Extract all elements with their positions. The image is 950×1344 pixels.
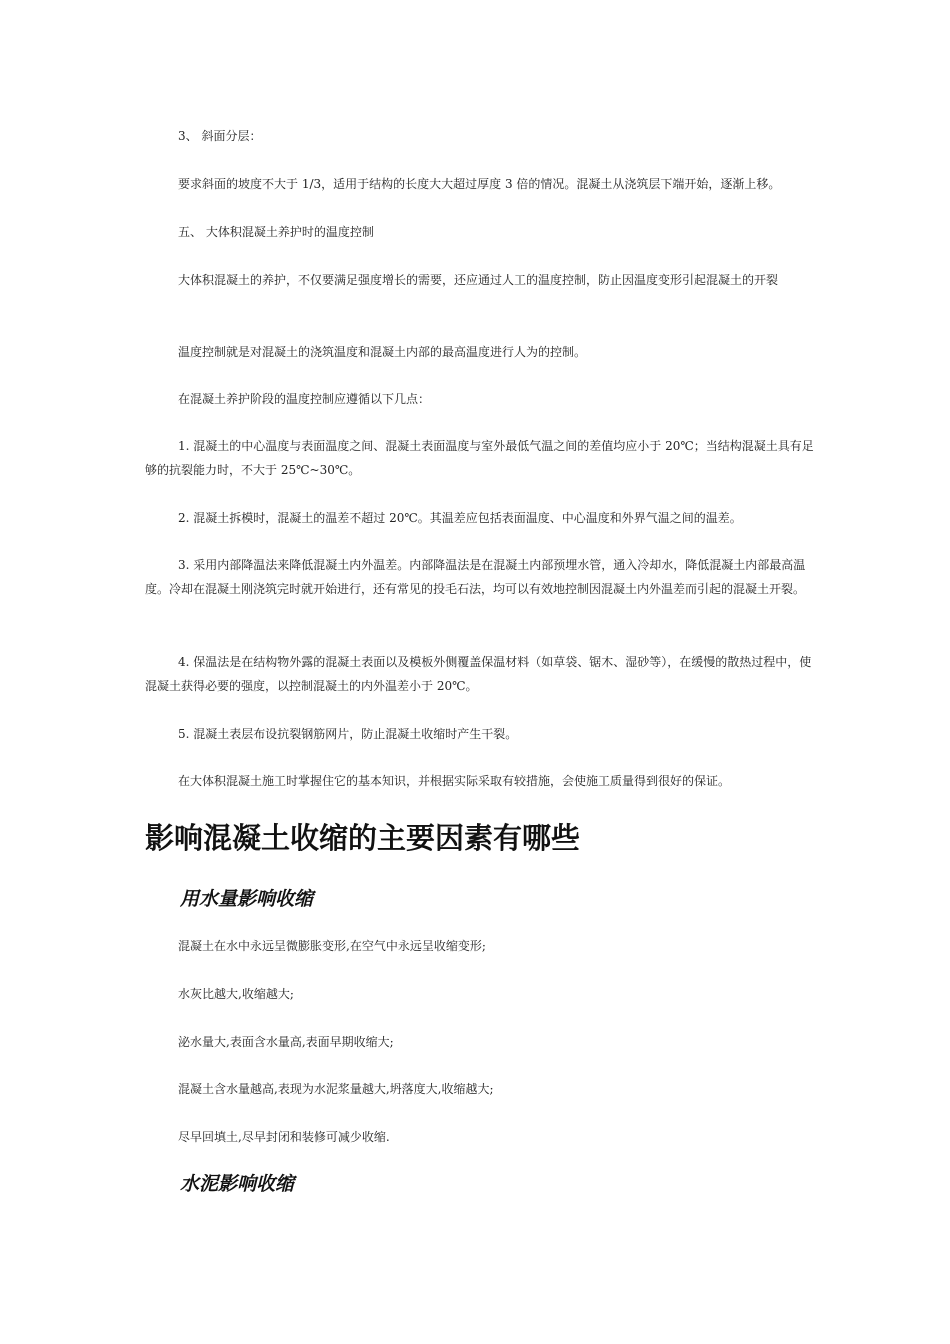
cement-heading: 水泥影响收缩 xyxy=(180,1173,295,1195)
curing-paragraph: 大体积混凝土的养护，不仅要满足强度增长的需要，还应通过人工的温度控制，防止因温度变形引起混凝土的开裂 xyxy=(178,273,779,287)
list-item-4: 4. 保温法是在结构物外露的混凝土表面以及模板外侧覆盖保温材料（如草袋、锯木、湿砂等），在缓慢的散热过程中，使混凝土获得必要的强度，以控制混凝土的内外温差小于 20℃。 xyxy=(145,655,812,693)
follow-points-paragraph: 在混凝土养护阶段的温度控制应遵循以下几点： xyxy=(178,392,431,406)
conclusion-paragraph: 在大体积混凝土施工时掌握住它的基本知识，并根据实际采取有较措施，会使施工质量得到很好的保证。 xyxy=(178,774,731,788)
section-3-text: 要求斜面的坡度不大于 1/3，适用于结构的长度大大超过厚度 3 倍的情况。混凝土从浇筑层下端开始，逐渐上移。 xyxy=(178,177,781,191)
list-item-3: 3. 采用内部降温法来降低混凝土内外温差。内部降温法是在混凝土内部预埋水管，通入冷却水，降低混凝土内部最高温度。冷却在混凝土刚浇筑完时就开始进行，还有常见的投毛石法，均可以有效地控制因混凝土内外温差而引起的混凝土开裂。 xyxy=(145,558,806,596)
water-point-5: 尽早回填土,尽早封闭和装修可减少收缩. xyxy=(178,1130,390,1144)
list-item-5: 5. 混凝土表层布设抗裂钢筋网片，防止混凝土收缩时产生干裂。 xyxy=(178,727,518,741)
section-5-heading: 五、 大体积混凝土养护时的温度控制 xyxy=(178,225,374,239)
water-point-2: 水灰比越大,收缩越大; xyxy=(178,987,294,1001)
shrinkage-factors-title: 影响混凝土收缩的主要因素有哪些 xyxy=(145,821,581,855)
water-content-heading: 用水量影响收缩 xyxy=(180,888,314,910)
water-point-1: 混凝土在水中永远呈微膨胀变形,在空气中永远呈收缩变形; xyxy=(178,939,486,953)
water-point-3: 泌水量大,表面含水量高,表面早期收缩大; xyxy=(178,1035,394,1049)
section-3-heading: 3、 斜面分层： xyxy=(178,129,262,143)
water-point-4: 混凝土含水量越高,表现为水泥浆量越大,坍落度大,收缩越大; xyxy=(178,1082,494,1096)
list-item-2: 2. 混凝土拆模时，混凝土的温差不超过 20℃。其温差应包括表面温度、中心温度和外界气温之间的温差。 xyxy=(178,511,742,525)
list-item-1: 1. 混凝土的中心温度与表面温度之间、混凝土表面温度与室外最低气温之间的差值均应小于 20℃；当结构混凝土具有足够的抗裂能力时，不大于 25℃~30℃。 xyxy=(145,439,814,477)
temperature-control-paragraph: 温度控制就是对混凝土的浇筑温度和混凝土内部的最高温度进行人为的控制。 xyxy=(178,345,587,359)
